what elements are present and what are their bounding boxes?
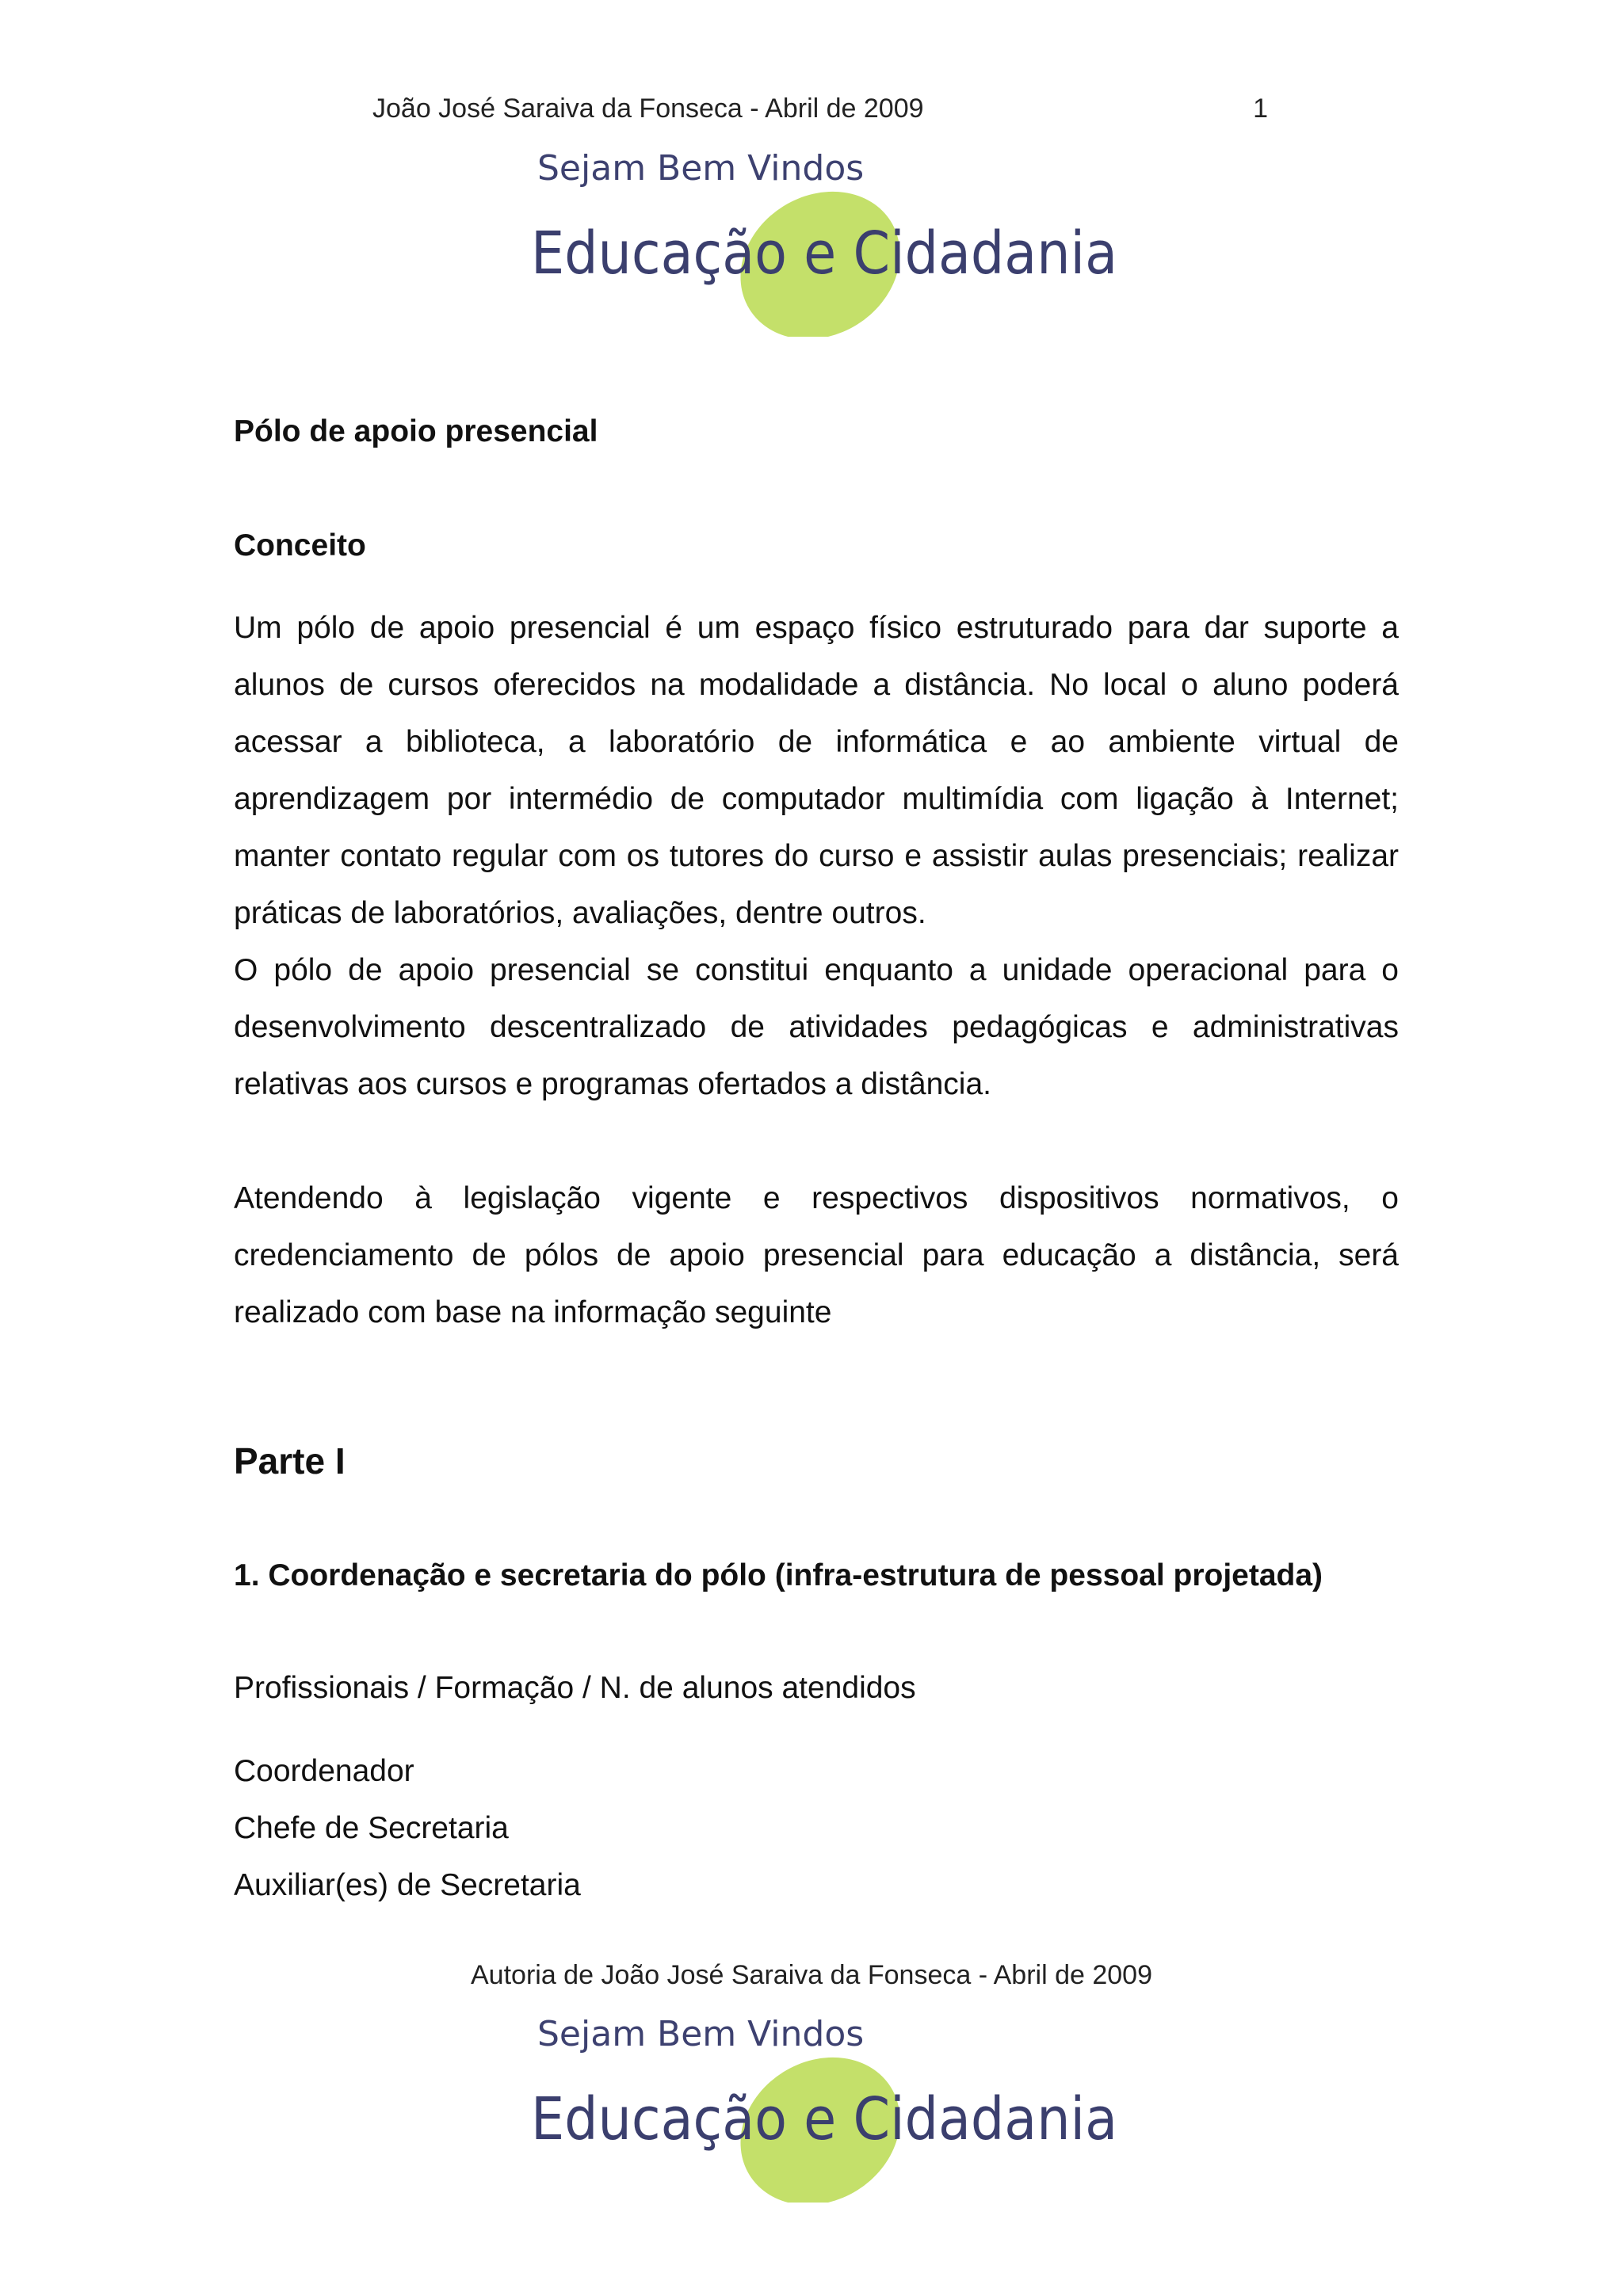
logo-tagline: Sejam Bem Vindos xyxy=(537,2014,865,2054)
paragraph-legislation: Atendendo à legislação vigente e respectivos dispositivos normativos, o credenciamento de pólos de apoio presencial para educação a distância, será realizado com base na informação seguinte xyxy=(234,1181,1399,1329)
header-logo xyxy=(531,139,1133,337)
page-footer: Autoria de João José Saraiva da Fonseca - Abril de 2009 xyxy=(471,1960,1152,1990)
paragraph-operational-unit: O pólo de apoio presencial se constitui enquanto a unidade operacional para o desenvolvimento descentralizado de atividades pedagógicas e administrativas relativas aos cursos e programas ofertados a distância. xyxy=(234,953,1399,1101)
role-item: Auxiliar(es) de Secretaria xyxy=(234,1868,581,1902)
numbered-heading: 1. Coordenação e secretaria do pólo (infra-estrutura de pessoal projetada) xyxy=(234,1558,1323,1592)
role-item: Chefe de Secretaria xyxy=(234,1811,509,1845)
staff-table-header: Profissionais / Formação / N. de alunos atendidos xyxy=(234,1671,916,1705)
role-item: Coordenador xyxy=(234,1754,414,1788)
paragraph-concept: Um pólo de apoio presencial é um espaço físico estruturado para dar suporte a alunos de cursos oferecidos na modalidade a distância. No local o aluno poderá acessar a biblioteca, a laboratório de informática e ao ambiente virtual de aprendizagem por intermédio de computador multimídia com ligação à Internet; manter contato regular com os tutores do curso e assistir aulas presenciais; realizar práticas de laboratórios, avaliações, dentre outros. xyxy=(234,611,1399,930)
header-author-date: João José Saraiva da Fonseca - Abril de 2009 xyxy=(372,93,924,124)
part-heading: Parte I xyxy=(234,1440,346,1482)
roles-list xyxy=(234,1743,1399,1914)
blank-line xyxy=(234,1113,1399,1170)
logo-title: Educação e Cidadania xyxy=(531,219,1117,288)
page-number: 1 xyxy=(1253,93,1268,124)
page-header xyxy=(372,93,1268,141)
logo-tagline: Sejam Bem Vindos xyxy=(537,148,865,189)
concept-heading: Conceito xyxy=(234,528,366,563)
section-title: Pólo de apoio presencial xyxy=(234,414,598,448)
logo-title: Educação e Cidadania xyxy=(531,2085,1117,2153)
main-text xyxy=(234,600,1399,1341)
footer-logo xyxy=(531,2004,1133,2203)
